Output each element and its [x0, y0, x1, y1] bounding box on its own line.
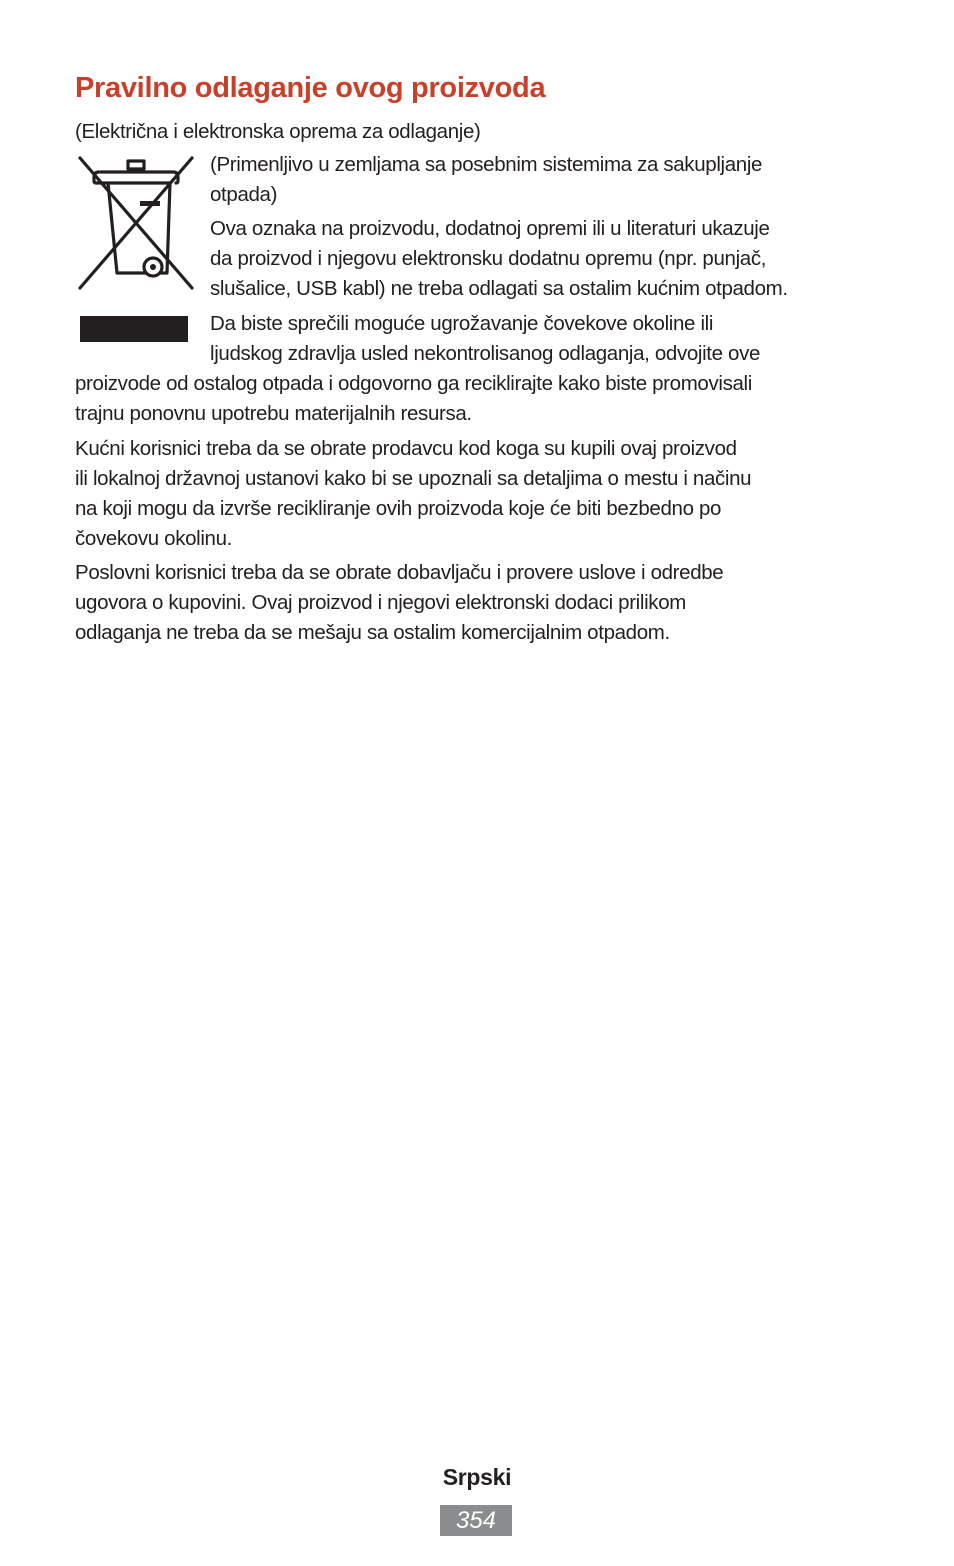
- text-line: otpada): [210, 183, 278, 206]
- crossed-bin-icon: [74, 155, 198, 293]
- text-line: Poslovni korisnici treba da se obrate dobavljaču i provere uslove i odredbe: [75, 561, 724, 584]
- text-line: ili lokalnoj državnoj ustanovi kako bi se upoznali sa detaljima o mestu i načinu: [75, 467, 752, 490]
- black-bar: [80, 316, 188, 342]
- text-line: Da biste sprečili moguće ugrožavanje čovekove okoline ili: [210, 312, 714, 335]
- text-line: proizvode od ostalog otpada i odgovorno ga reciklirajte kako biste promovisali: [75, 372, 752, 395]
- text-line: trajnu ponovnu upotrebu materijalnih resursa.: [75, 402, 472, 425]
- text-line: čovekovu okolinu.: [75, 527, 233, 550]
- page-title: Pravilno odlaganje ovog proizvoda: [75, 72, 546, 104]
- text-line: odlaganja ne treba da se mešaju sa ostalim komercijalnim otpadom.: [75, 621, 670, 644]
- section-subtitle: (Električna i elektronska oprema za odlaganje): [75, 120, 481, 143]
- text-line: da proizvod i njegovu elektronsku dodatnu opremu (npr. punjač,: [210, 247, 767, 270]
- text-line: Kućni korisnici treba da se obrate prodavcu kod koga su kupili ovaj proizvod: [75, 437, 737, 460]
- text-line: (Primenljivo u zemljama sa posebnim sistemima za sakupljanje: [210, 153, 763, 176]
- text-line: ugovora o kupovini. Ovaj proizvod i njegovi elektronski dodaci prilikom: [75, 591, 686, 614]
- text-line: ljudskog zdravlja usled nekontrolisanog odlaganja, odvojite ove: [210, 342, 761, 365]
- text-line: Ova oznaka na proizvodu, dodatnoj opremi ili u literaturi ukazuje: [210, 217, 770, 240]
- page-number: 354: [440, 1505, 512, 1536]
- text-line: na koji mogu da izvrše recikliranje ovih proizvoda koje će biti bezbedno po: [75, 497, 722, 520]
- text-line: slušalice, USB kabl) ne treba odlagati sa ostalim kućnim otpadom.: [210, 277, 788, 300]
- footer-language: Srpski: [442, 1464, 512, 1490]
